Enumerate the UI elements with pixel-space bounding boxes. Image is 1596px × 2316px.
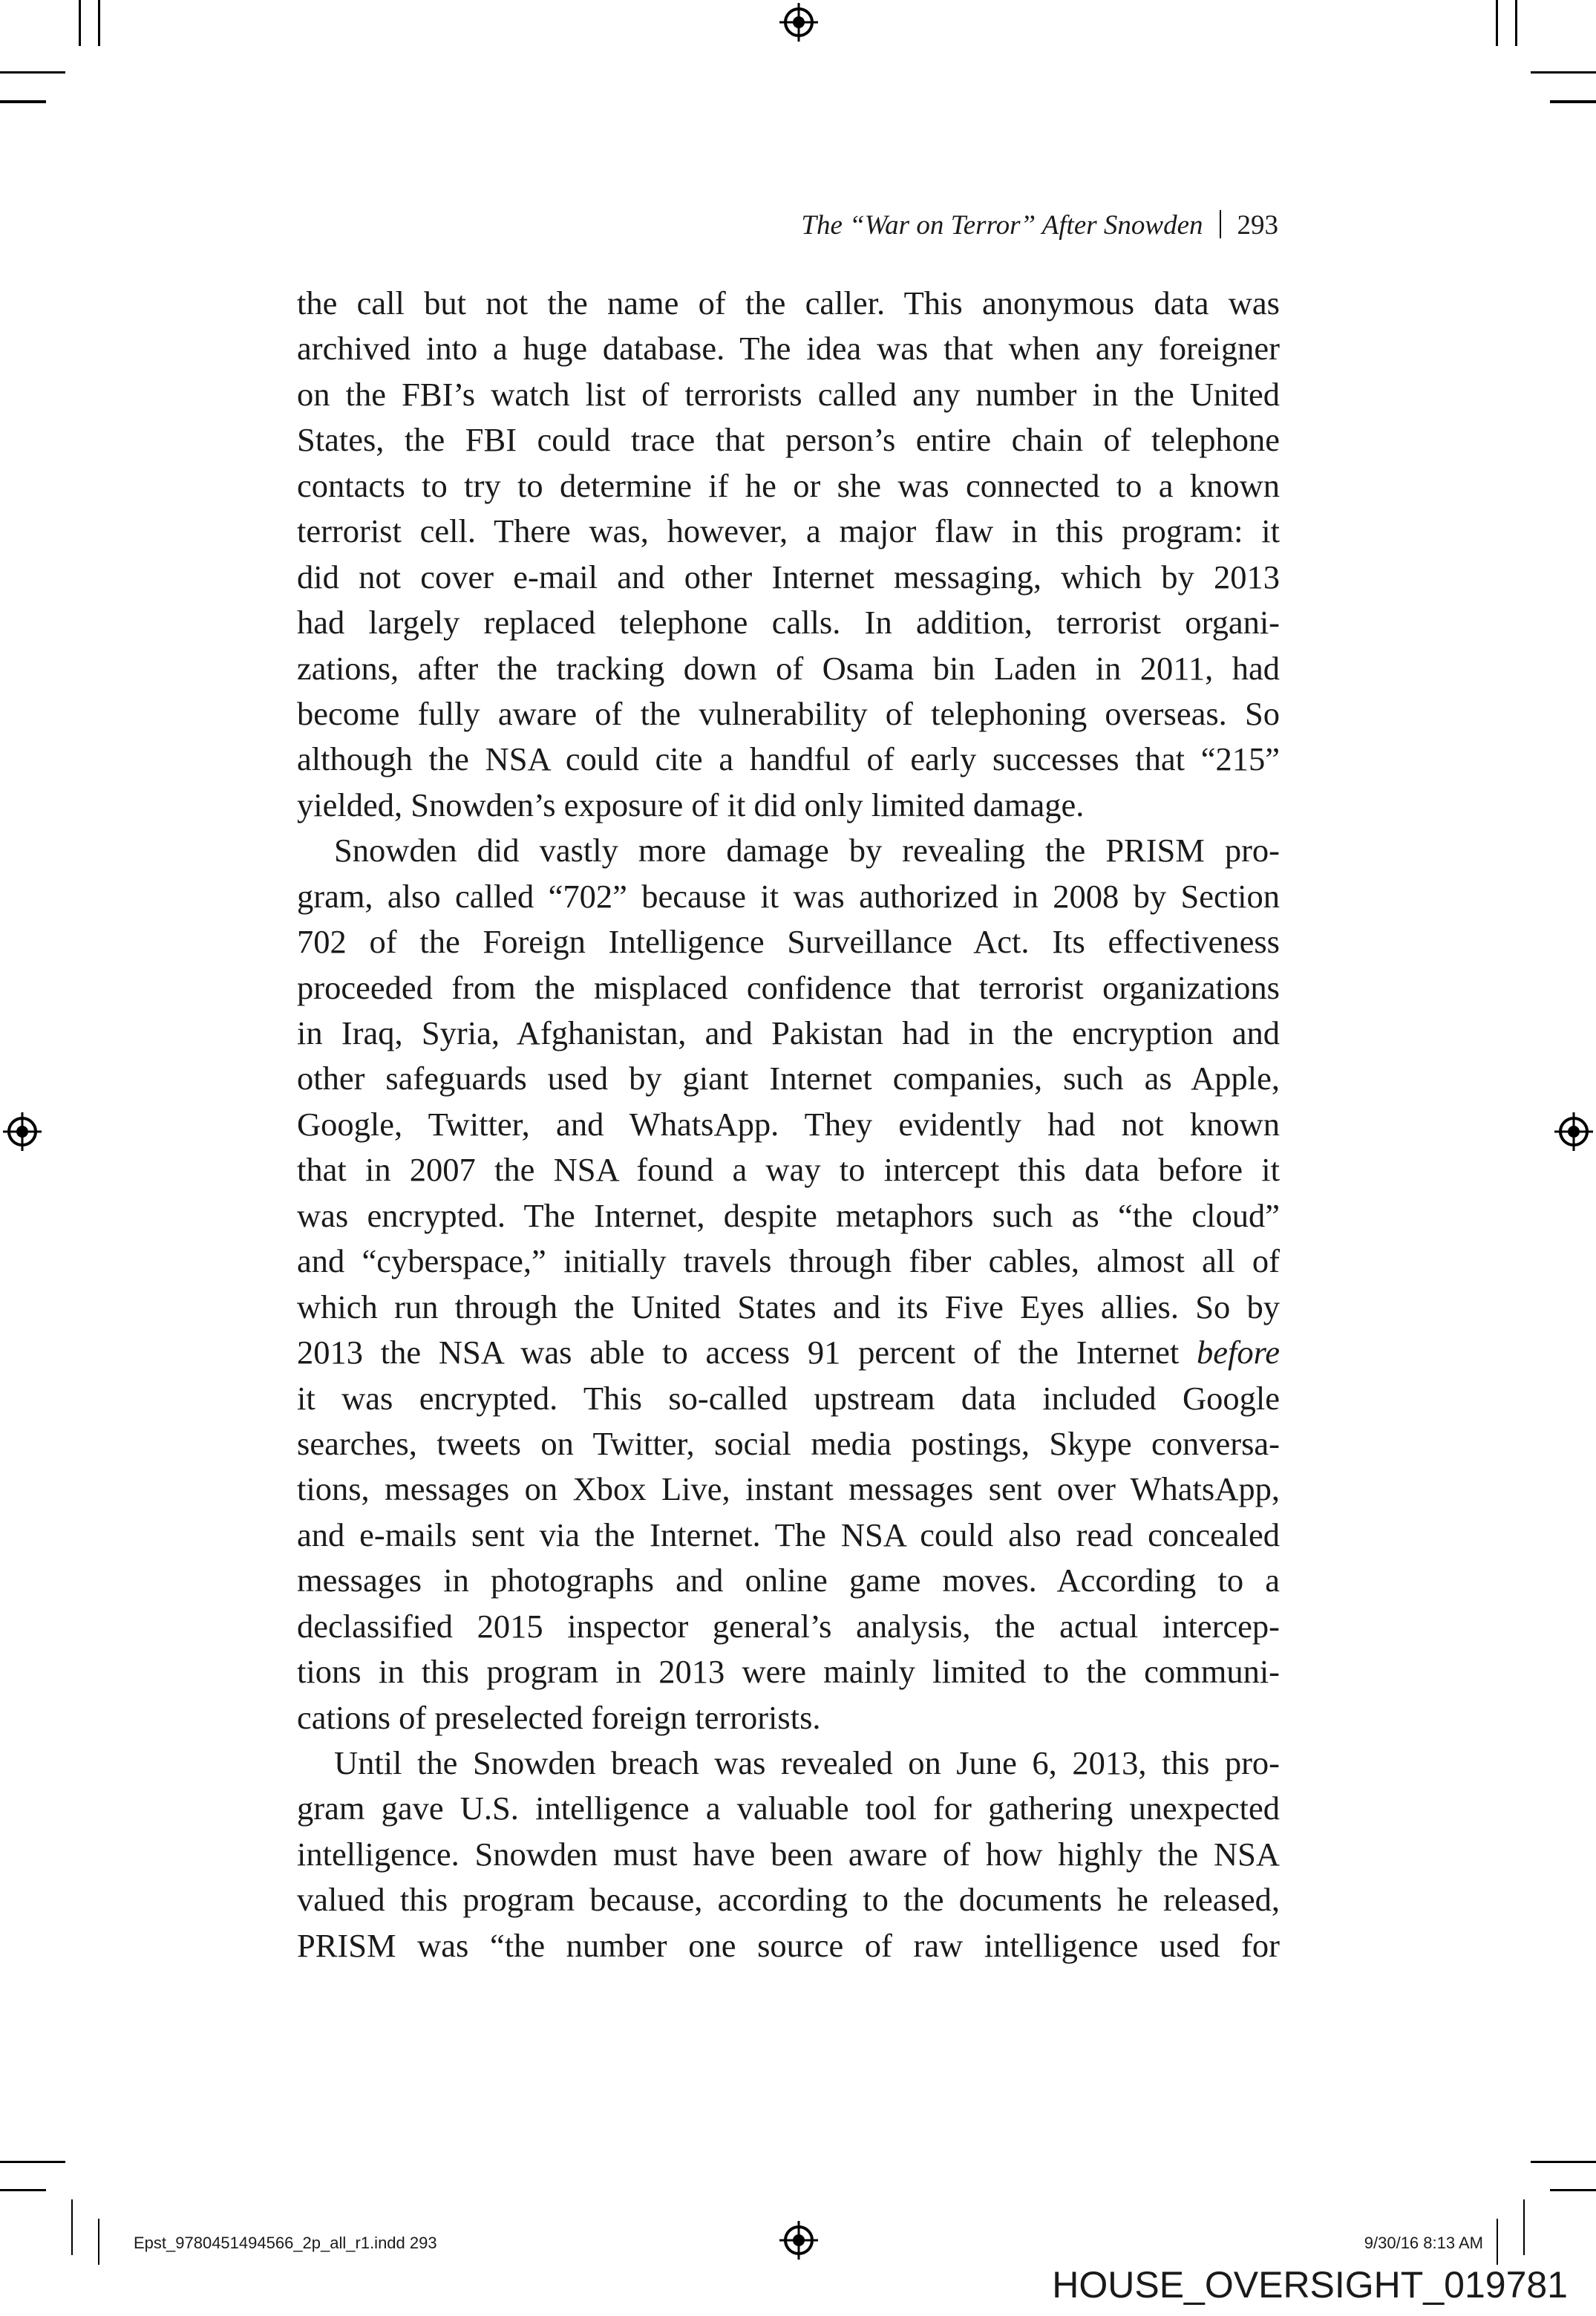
text-line: declassified 2015 inspector general’s analysis, the actual intercep-	[297, 1607, 1280, 1645]
crop-mark	[0, 2161, 65, 2163]
text-line: yielded, Snowden’s exposure of it did only limited damage.	[297, 786, 1085, 823]
crop-mark	[79, 0, 81, 46]
text-line: proceeded from the misplaced confidence that terrorist organizations	[297, 968, 1280, 1006]
text-line: did not cover e-mail and other Internet messaging, which by 2013	[297, 558, 1280, 596]
running-head-title: The “War on Terror” After Snowden	[801, 210, 1203, 241]
text-line: had largely replaced telephone calls. In addition, terrorist organi-	[297, 604, 1280, 642]
text-line: and “cyberspace,” initially travels through fiber cables, almost all of	[297, 1242, 1280, 1280]
registration-mark-icon	[1559, 1117, 1589, 1146]
text-line: cations of preselected foreign terrorists.	[297, 1698, 821, 1736]
text-line: other safeguards used by giant Internet companies, such as Apple,	[297, 1060, 1280, 1097]
text-line: gram gave U.S. intelligence a valuable tool for gathering unexpected	[297, 1790, 1280, 1827]
crop-mark	[1550, 2189, 1596, 2191]
text-line: messages in photographs and online game moves. According to a	[297, 1562, 1280, 1599]
text-line: that in 2007 the NSA found a way to intercept this data before it	[297, 1151, 1280, 1189]
body-text	[297, 281, 1280, 1968]
crop-mark	[1523, 2199, 1525, 2255]
crop-mark	[1550, 100, 1596, 103]
text-line: terrorist cell. There was, however, a major flaw in this program: it	[297, 512, 1280, 550]
crop-mark	[1497, 2219, 1498, 2265]
text-line: zations, after the tracking down of Osama bin Laden in 2011, had	[297, 649, 1280, 687]
text-line: PRISM was “the number one source of raw intelligence used for	[297, 1926, 1280, 1964]
text-line: tions in this program in 2013 were mainly limited to the communi-	[297, 1653, 1280, 1691]
divider	[1220, 210, 1221, 238]
registration-mark-icon	[7, 1117, 37, 1146]
text-line: Google, Twitter, and WhatsApp. They evidently had not known	[297, 1105, 1280, 1143]
registration-mark-icon	[784, 2225, 814, 2255]
text-line: gram, also called “702” because it was authorized in 2008 by Section	[297, 877, 1280, 915]
footer-datetime: 9/30/16 8:13 AM	[1364, 2234, 1483, 2252]
crop-mark	[71, 2199, 73, 2255]
text-line: valued this program because, according to the documents he released,	[297, 1881, 1280, 1919]
running-head	[801, 209, 1278, 241]
text-line: was encrypted. The Internet, despite metaphors such as “the cloud”	[297, 1196, 1280, 1234]
text-line: and e-mails sent via the Internet. The NSA could also read concealed	[297, 1516, 1280, 1553]
text-line: it was encrypted. This so-called upstream data included Google	[297, 1379, 1280, 1417]
text-line: on the FBI’s watch list of terrorists called any number in the United	[297, 375, 1280, 413]
text-line: Snowden did vastly more damage by revealing the PRISM pro-	[334, 832, 1280, 870]
registration-mark-icon	[784, 7, 814, 37]
text-line: intelligence. Snowden must have been aware of how highly the NSA	[297, 1835, 1280, 1873]
text-line: 702 of the Foreign Intelligence Surveillance Act. Its effectiveness	[297, 923, 1280, 961]
text-line: States, the FBI could trace that person’s entire chain of telephone	[297, 421, 1280, 459]
crop-mark	[1531, 71, 1596, 74]
footer-file-slug: Epst_9780451494566_2p_all_r1.indd 293	[134, 2234, 437, 2252]
crop-mark	[0, 2189, 46, 2191]
crop-mark	[0, 100, 46, 103]
text-line: searches, tweets on Twitter, social media postings, Skype conversa-	[297, 1424, 1280, 1462]
text-line: 2013 the NSA was able to access 91 percent of the Internet before	[297, 1334, 1280, 1371]
text-line: the call but not the name of the caller. This anonymous data was	[297, 284, 1280, 322]
text-line: become fully aware of the vulnerability of telephoning overseas. So	[297, 694, 1280, 732]
text-line: contacts to try to determine if he or she was connected to a known	[297, 466, 1280, 504]
text-line: which run through the United States and its Five Eyes allies. So by	[297, 1288, 1280, 1325]
bates-number: HOUSE_OVERSIGHT_019781	[1052, 2264, 1568, 2306]
text-line: in Iraq, Syria, Afghanistan, and Pakistan had in the encryption and	[297, 1014, 1280, 1051]
text-line: tions, messages on Xbox Live, instant messages sent over WhatsApp,	[297, 1470, 1280, 1508]
text-line: archived into a huge database. The idea was that when any foreigner	[297, 330, 1280, 368]
text-line: Until the Snowden breach was revealed on June 6, 2013, this pro-	[334, 1744, 1280, 1781]
crop-mark	[1496, 0, 1498, 46]
crop-mark	[0, 71, 65, 74]
text-line: although the NSA could cite a handful of early successes that “215”	[297, 740, 1280, 778]
crop-mark	[1531, 2161, 1596, 2163]
crop-mark	[1515, 0, 1517, 46]
crop-mark	[98, 2219, 99, 2265]
page-number: 293	[1237, 210, 1278, 241]
crop-mark	[98, 0, 100, 46]
